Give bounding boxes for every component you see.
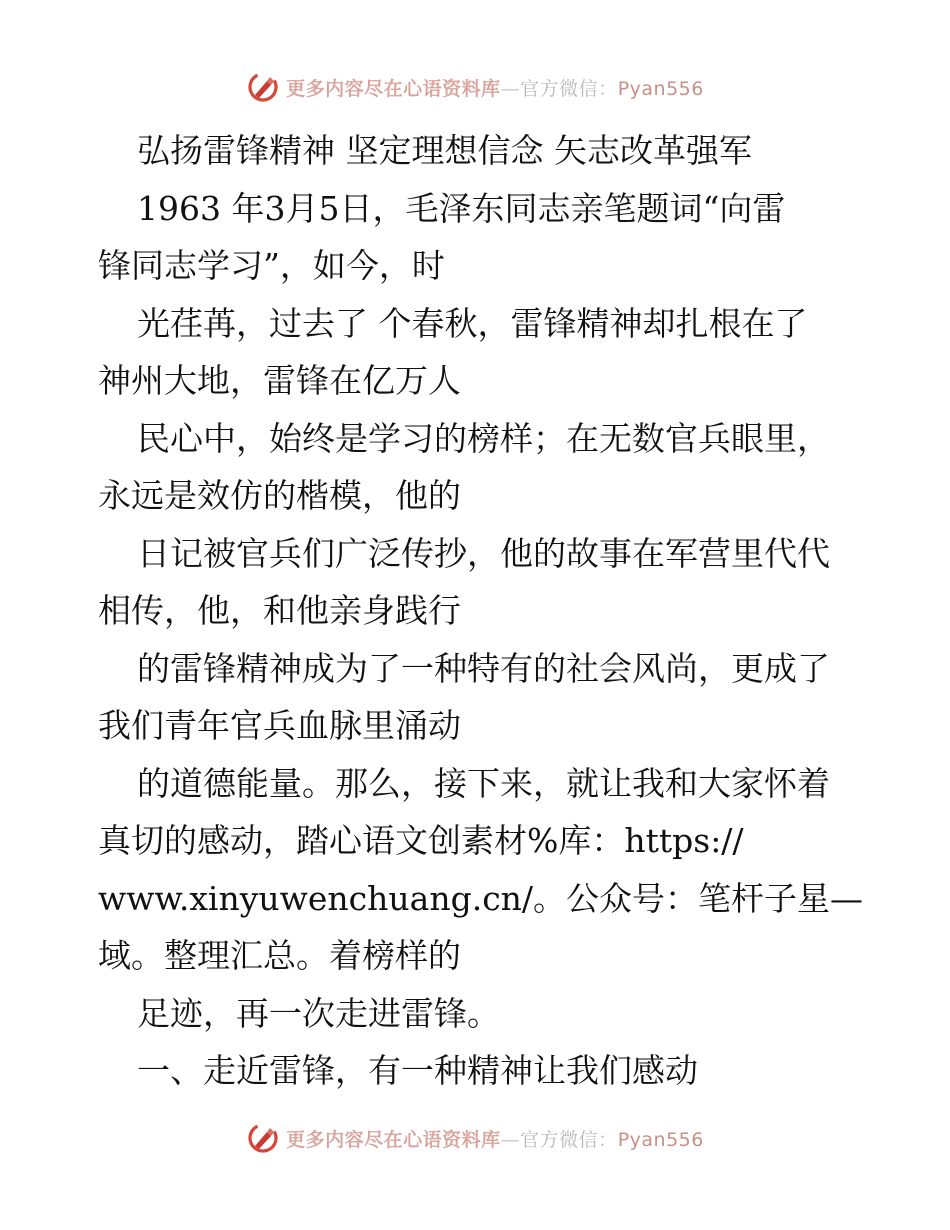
text-line: 域。整理汇总。着榜样的 xyxy=(98,936,461,975)
document-body xyxy=(98,122,864,1100)
pen-logo-icon xyxy=(246,70,280,104)
text-line: 光荏苒，过去了 个春秋，雷锋精神却扎根在了 xyxy=(137,303,808,343)
text-line: 我们青年官兵血脉里涌动 xyxy=(98,706,461,745)
watermark-banner-bottom xyxy=(0,1121,950,1155)
text-line: 日记被官兵们广泛传抄，他的故事在军营里代代 xyxy=(137,533,830,573)
text-line: 永远是效仿的楷模，他的 xyxy=(98,476,461,515)
watermark-dash: — xyxy=(500,77,521,100)
document-title: 弘扬雷锋精神 坚定理想信念 矢志改革强军 xyxy=(137,131,752,170)
text-line: 足迹，再一次走进雷锋。 xyxy=(137,993,500,1033)
watermark-main-text: 更多内容尽在心语资料库 xyxy=(286,77,501,100)
watermark-wechat-id: Pyan556 xyxy=(617,1128,704,1151)
text-line: 的雷锋精神成为了一种特有的社会风尚，更成了 xyxy=(137,648,830,688)
text-line: 民心中，始终是学习的榜样；在无数官兵眼里， xyxy=(137,418,830,458)
text-line: 的道德能量。那么，接下来，就让我和大家怀着 xyxy=(137,763,830,803)
text-line: 锋同志学习”，如今，时 xyxy=(98,246,445,285)
text-line: www.xinyuwenchuang.cn/。公众号：笔杆子星— xyxy=(98,878,864,918)
text-line: 神州大地，雷锋在亿万人 xyxy=(98,361,461,400)
text-line: 1963 年3月5日，毛泽东同志亲笔题词“向雷 xyxy=(137,188,786,228)
watermark-dash: — xyxy=(500,1128,521,1151)
watermark-wechat-id: Pyan556 xyxy=(617,77,704,100)
text-line: 真切的感动，踏心语文创素材%库：https:// xyxy=(98,821,744,860)
watermark-wechat-label: 官方微信： xyxy=(520,77,618,100)
watermark-wechat-label: 官方微信： xyxy=(520,1128,618,1151)
text-line: 相传，他，和他亲身践行 xyxy=(98,591,461,630)
section-heading: 一、走近雷锋，有一种精神让我们感动 xyxy=(137,1051,698,1090)
pen-logo-icon xyxy=(246,1121,280,1155)
watermark-main-text: 更多内容尽在心语资料库 xyxy=(286,1128,501,1151)
watermark-banner-top xyxy=(0,70,950,104)
